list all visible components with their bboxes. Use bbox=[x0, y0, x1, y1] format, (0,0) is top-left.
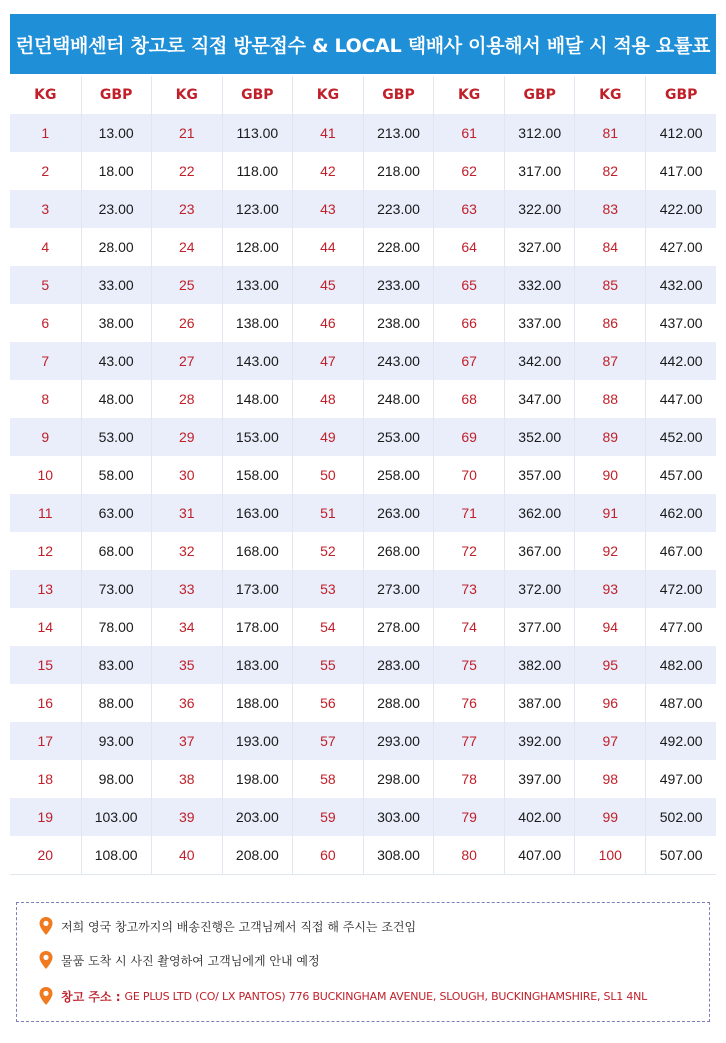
table-row bbox=[10, 570, 716, 608]
weight-cell: 92 bbox=[575, 532, 646, 570]
weight-cell: 72 bbox=[434, 532, 505, 570]
price-cell: 218.00 bbox=[363, 152, 433, 190]
price-cell: 497.00 bbox=[646, 760, 716, 798]
price-cell: 73.00 bbox=[81, 570, 151, 608]
weight-cell: 52 bbox=[292, 532, 363, 570]
table-row bbox=[10, 722, 716, 760]
price-cell: 407.00 bbox=[505, 836, 575, 875]
price-cell: 88.00 bbox=[81, 684, 151, 722]
weight-cell: 15 bbox=[10, 646, 81, 684]
price-cell: 492.00 bbox=[646, 722, 716, 760]
price-cell: 258.00 bbox=[363, 456, 433, 494]
table-row bbox=[10, 646, 716, 684]
weight-cell: 4 bbox=[10, 228, 81, 266]
weight-cell: 23 bbox=[151, 190, 222, 228]
weight-cell: 67 bbox=[434, 342, 505, 380]
price-cell: 442.00 bbox=[646, 342, 716, 380]
price-cell: 502.00 bbox=[646, 798, 716, 836]
price-cell: 317.00 bbox=[505, 152, 575, 190]
price-cell: 283.00 bbox=[363, 646, 433, 684]
weight-cell: 58 bbox=[292, 760, 363, 798]
price-cell: 153.00 bbox=[222, 418, 292, 456]
weight-cell: 59 bbox=[292, 798, 363, 836]
weight-cell: 88 bbox=[575, 380, 646, 418]
weight-cell: 22 bbox=[151, 152, 222, 190]
price-cell: 133.00 bbox=[222, 266, 292, 304]
weight-cell: 51 bbox=[292, 494, 363, 532]
column-header-gbp: GBP bbox=[81, 76, 151, 114]
price-cell: 293.00 bbox=[363, 722, 433, 760]
weight-cell: 7 bbox=[10, 342, 81, 380]
price-cell: 223.00 bbox=[363, 190, 433, 228]
weight-cell: 25 bbox=[151, 266, 222, 304]
column-header-gbp: GBP bbox=[222, 76, 292, 114]
price-cell: 33.00 bbox=[81, 266, 151, 304]
price-cell: 228.00 bbox=[363, 228, 433, 266]
weight-cell: 28 bbox=[151, 380, 222, 418]
price-cell: 298.00 bbox=[363, 760, 433, 798]
table-row bbox=[10, 608, 716, 646]
weight-cell: 19 bbox=[10, 798, 81, 836]
price-cell: 183.00 bbox=[222, 646, 292, 684]
table-row bbox=[10, 342, 716, 380]
price-cell: 347.00 bbox=[505, 380, 575, 418]
weight-cell: 40 bbox=[151, 836, 222, 875]
price-cell: 308.00 bbox=[363, 836, 433, 875]
price-cell: 452.00 bbox=[646, 418, 716, 456]
weight-cell: 53 bbox=[292, 570, 363, 608]
notes-box bbox=[16, 902, 710, 1022]
price-cell: 18.00 bbox=[81, 152, 151, 190]
price-cell: 332.00 bbox=[505, 266, 575, 304]
price-cell: 98.00 bbox=[81, 760, 151, 798]
table-row bbox=[10, 836, 716, 875]
weight-cell: 35 bbox=[151, 646, 222, 684]
price-cell: 427.00 bbox=[646, 228, 716, 266]
price-cell: 507.00 bbox=[646, 836, 716, 875]
weight-cell: 21 bbox=[151, 114, 222, 152]
weight-cell: 37 bbox=[151, 722, 222, 760]
weight-cell: 31 bbox=[151, 494, 222, 532]
weight-cell: 96 bbox=[575, 684, 646, 722]
weight-cell: 9 bbox=[10, 418, 81, 456]
price-cell: 342.00 bbox=[505, 342, 575, 380]
weight-cell: 43 bbox=[292, 190, 363, 228]
price-cell: 123.00 bbox=[222, 190, 292, 228]
price-cell: 278.00 bbox=[363, 608, 433, 646]
weight-cell: 18 bbox=[10, 760, 81, 798]
weight-cell: 97 bbox=[575, 722, 646, 760]
weight-cell: 29 bbox=[151, 418, 222, 456]
weight-cell: 26 bbox=[151, 304, 222, 342]
weight-cell: 33 bbox=[151, 570, 222, 608]
price-cell: 108.00 bbox=[81, 836, 151, 875]
weight-cell: 82 bbox=[575, 152, 646, 190]
weight-cell: 8 bbox=[10, 380, 81, 418]
price-cell: 392.00 bbox=[505, 722, 575, 760]
price-cell: 43.00 bbox=[81, 342, 151, 380]
price-cell: 138.00 bbox=[222, 304, 292, 342]
price-cell: 143.00 bbox=[222, 342, 292, 380]
weight-cell: 61 bbox=[434, 114, 505, 152]
weight-cell: 89 bbox=[575, 418, 646, 456]
weight-cell: 90 bbox=[575, 456, 646, 494]
weight-cell: 5 bbox=[10, 266, 81, 304]
table-row bbox=[10, 152, 716, 190]
map-pin-icon bbox=[39, 987, 53, 1005]
weight-cell: 66 bbox=[434, 304, 505, 342]
weight-cell: 60 bbox=[292, 836, 363, 875]
rate-table bbox=[10, 76, 716, 875]
table-row bbox=[10, 494, 716, 532]
weight-cell: 54 bbox=[292, 608, 363, 646]
price-cell: 422.00 bbox=[646, 190, 716, 228]
weight-cell: 38 bbox=[151, 760, 222, 798]
price-cell: 243.00 bbox=[363, 342, 433, 380]
weight-cell: 17 bbox=[10, 722, 81, 760]
column-header-kg: KG bbox=[151, 76, 222, 114]
price-cell: 482.00 bbox=[646, 646, 716, 684]
price-cell: 367.00 bbox=[505, 532, 575, 570]
weight-cell: 16 bbox=[10, 684, 81, 722]
price-cell: 322.00 bbox=[505, 190, 575, 228]
weight-cell: 39 bbox=[151, 798, 222, 836]
price-cell: 273.00 bbox=[363, 570, 433, 608]
table-row bbox=[10, 380, 716, 418]
price-cell: 303.00 bbox=[363, 798, 433, 836]
price-cell: 253.00 bbox=[363, 418, 433, 456]
price-cell: 163.00 bbox=[222, 494, 292, 532]
price-cell: 462.00 bbox=[646, 494, 716, 532]
price-cell: 397.00 bbox=[505, 760, 575, 798]
price-cell: 288.00 bbox=[363, 684, 433, 722]
table-row bbox=[10, 798, 716, 836]
price-cell: 382.00 bbox=[505, 646, 575, 684]
weight-cell: 44 bbox=[292, 228, 363, 266]
weight-cell: 71 bbox=[434, 494, 505, 532]
price-cell: 103.00 bbox=[81, 798, 151, 836]
column-header-kg: KG bbox=[10, 76, 81, 114]
table-row bbox=[10, 228, 716, 266]
weight-cell: 6 bbox=[10, 304, 81, 342]
price-cell: 198.00 bbox=[222, 760, 292, 798]
price-cell: 467.00 bbox=[646, 532, 716, 570]
price-cell: 203.00 bbox=[222, 798, 292, 836]
price-cell: 83.00 bbox=[81, 646, 151, 684]
weight-cell: 65 bbox=[434, 266, 505, 304]
price-cell: 68.00 bbox=[81, 532, 151, 570]
weight-cell: 98 bbox=[575, 760, 646, 798]
note-item bbox=[39, 917, 416, 935]
weight-cell: 56 bbox=[292, 684, 363, 722]
price-cell: 432.00 bbox=[646, 266, 716, 304]
weight-cell: 86 bbox=[575, 304, 646, 342]
weight-cell: 1 bbox=[10, 114, 81, 152]
weight-cell: 70 bbox=[434, 456, 505, 494]
price-cell: 58.00 bbox=[81, 456, 151, 494]
table-row bbox=[10, 760, 716, 798]
weight-cell: 34 bbox=[151, 608, 222, 646]
weight-cell: 83 bbox=[575, 190, 646, 228]
price-cell: 472.00 bbox=[646, 570, 716, 608]
table-body bbox=[10, 114, 716, 875]
weight-cell: 30 bbox=[151, 456, 222, 494]
weight-cell: 42 bbox=[292, 152, 363, 190]
price-cell: 233.00 bbox=[363, 266, 433, 304]
price-cell: 168.00 bbox=[222, 532, 292, 570]
weight-cell: 84 bbox=[575, 228, 646, 266]
page-title: 런던택배센터 창고로 직접 방문접수 & LOCAL 택배사 이용해서 배달 시 적용 요률표 bbox=[10, 14, 716, 74]
table-row bbox=[10, 456, 716, 494]
price-cell: 118.00 bbox=[222, 152, 292, 190]
weight-cell: 24 bbox=[151, 228, 222, 266]
weight-cell: 94 bbox=[575, 608, 646, 646]
note-item bbox=[39, 987, 647, 1005]
weight-cell: 77 bbox=[434, 722, 505, 760]
weight-cell: 50 bbox=[292, 456, 363, 494]
weight-cell: 46 bbox=[292, 304, 363, 342]
price-cell: 352.00 bbox=[505, 418, 575, 456]
weight-cell: 41 bbox=[292, 114, 363, 152]
note-text: 물품 도착 시 사진 촬영하여 고객님에게 안내 예정 bbox=[61, 953, 320, 968]
weight-cell: 47 bbox=[292, 342, 363, 380]
weight-cell: 100 bbox=[575, 836, 646, 875]
price-cell: 337.00 bbox=[505, 304, 575, 342]
price-cell: 48.00 bbox=[81, 380, 151, 418]
weight-cell: 11 bbox=[10, 494, 81, 532]
map-pin-icon bbox=[39, 917, 53, 935]
table-row bbox=[10, 418, 716, 456]
weight-cell: 95 bbox=[575, 646, 646, 684]
weight-cell: 45 bbox=[292, 266, 363, 304]
column-header-kg: KG bbox=[434, 76, 505, 114]
column-header-gbp: GBP bbox=[646, 76, 716, 114]
price-cell: 173.00 bbox=[222, 570, 292, 608]
weight-cell: 81 bbox=[575, 114, 646, 152]
price-cell: 357.00 bbox=[505, 456, 575, 494]
price-cell: 28.00 bbox=[81, 228, 151, 266]
price-cell: 23.00 bbox=[81, 190, 151, 228]
price-cell: 53.00 bbox=[81, 418, 151, 456]
table-row bbox=[10, 114, 716, 152]
price-cell: 457.00 bbox=[646, 456, 716, 494]
weight-cell: 99 bbox=[575, 798, 646, 836]
price-cell: 78.00 bbox=[81, 608, 151, 646]
weight-cell: 85 bbox=[575, 266, 646, 304]
weight-cell: 49 bbox=[292, 418, 363, 456]
weight-cell: 32 bbox=[151, 532, 222, 570]
weight-cell: 3 bbox=[10, 190, 81, 228]
price-cell: 362.00 bbox=[505, 494, 575, 532]
weight-cell: 69 bbox=[434, 418, 505, 456]
weight-cell: 64 bbox=[434, 228, 505, 266]
price-cell: 372.00 bbox=[505, 570, 575, 608]
table-row bbox=[10, 684, 716, 722]
map-pin-icon bbox=[39, 951, 53, 969]
price-cell: 248.00 bbox=[363, 380, 433, 418]
table-header-row bbox=[10, 76, 716, 114]
table-row bbox=[10, 532, 716, 570]
weight-cell: 87 bbox=[575, 342, 646, 380]
column-header-kg: KG bbox=[292, 76, 363, 114]
price-cell: 213.00 bbox=[363, 114, 433, 152]
price-cell: 268.00 bbox=[363, 532, 433, 570]
note-item bbox=[39, 951, 320, 969]
price-cell: 128.00 bbox=[222, 228, 292, 266]
price-cell: 402.00 bbox=[505, 798, 575, 836]
weight-cell: 57 bbox=[292, 722, 363, 760]
price-cell: 13.00 bbox=[81, 114, 151, 152]
price-cell: 437.00 bbox=[646, 304, 716, 342]
price-cell: 193.00 bbox=[222, 722, 292, 760]
price-cell: 447.00 bbox=[646, 380, 716, 418]
weight-cell: 76 bbox=[434, 684, 505, 722]
weight-cell: 14 bbox=[10, 608, 81, 646]
price-cell: 487.00 bbox=[646, 684, 716, 722]
column-header-gbp: GBP bbox=[505, 76, 575, 114]
weight-cell: 78 bbox=[434, 760, 505, 798]
price-cell: 63.00 bbox=[81, 494, 151, 532]
price-cell: 417.00 bbox=[646, 152, 716, 190]
price-cell: 387.00 bbox=[505, 684, 575, 722]
address-label: 창고 주소 : bbox=[61, 989, 121, 1004]
warehouse-address: GE PLUS LTD (CO/ LX PANTOS) 776 BUCKINGHAM AVENUE, SLOUGH, BUCKINGHAMSHIRE, SL1 4NL bbox=[124, 989, 648, 1003]
table-row bbox=[10, 190, 716, 228]
price-cell: 208.00 bbox=[222, 836, 292, 875]
price-cell: 377.00 bbox=[505, 608, 575, 646]
note-text: 저희 영국 창고까지의 배송진행은 고객님께서 직접 해 주시는 조건임 bbox=[61, 919, 417, 934]
weight-cell: 13 bbox=[10, 570, 81, 608]
table-row bbox=[10, 304, 716, 342]
weight-cell: 20 bbox=[10, 836, 81, 875]
price-cell: 148.00 bbox=[222, 380, 292, 418]
price-cell: 327.00 bbox=[505, 228, 575, 266]
price-cell: 188.00 bbox=[222, 684, 292, 722]
weight-cell: 68 bbox=[434, 380, 505, 418]
price-cell: 263.00 bbox=[363, 494, 433, 532]
weight-cell: 27 bbox=[151, 342, 222, 380]
weight-cell: 73 bbox=[434, 570, 505, 608]
price-cell: 477.00 bbox=[646, 608, 716, 646]
column-header-gbp: GBP bbox=[363, 76, 433, 114]
price-cell: 113.00 bbox=[222, 114, 292, 152]
weight-cell: 79 bbox=[434, 798, 505, 836]
weight-cell: 91 bbox=[575, 494, 646, 532]
price-cell: 38.00 bbox=[81, 304, 151, 342]
weight-cell: 93 bbox=[575, 570, 646, 608]
weight-cell: 36 bbox=[151, 684, 222, 722]
weight-cell: 55 bbox=[292, 646, 363, 684]
price-cell: 158.00 bbox=[222, 456, 292, 494]
weight-cell: 10 bbox=[10, 456, 81, 494]
weight-cell: 12 bbox=[10, 532, 81, 570]
weight-cell: 2 bbox=[10, 152, 81, 190]
weight-cell: 75 bbox=[434, 646, 505, 684]
price-cell: 412.00 bbox=[646, 114, 716, 152]
weight-cell: 74 bbox=[434, 608, 505, 646]
price-cell: 312.00 bbox=[505, 114, 575, 152]
weight-cell: 80 bbox=[434, 836, 505, 875]
price-cell: 93.00 bbox=[81, 722, 151, 760]
weight-cell: 48 bbox=[292, 380, 363, 418]
column-header-kg: KG bbox=[575, 76, 646, 114]
price-cell: 238.00 bbox=[363, 304, 433, 342]
table-row bbox=[10, 266, 716, 304]
weight-cell: 62 bbox=[434, 152, 505, 190]
price-cell: 178.00 bbox=[222, 608, 292, 646]
weight-cell: 63 bbox=[434, 190, 505, 228]
